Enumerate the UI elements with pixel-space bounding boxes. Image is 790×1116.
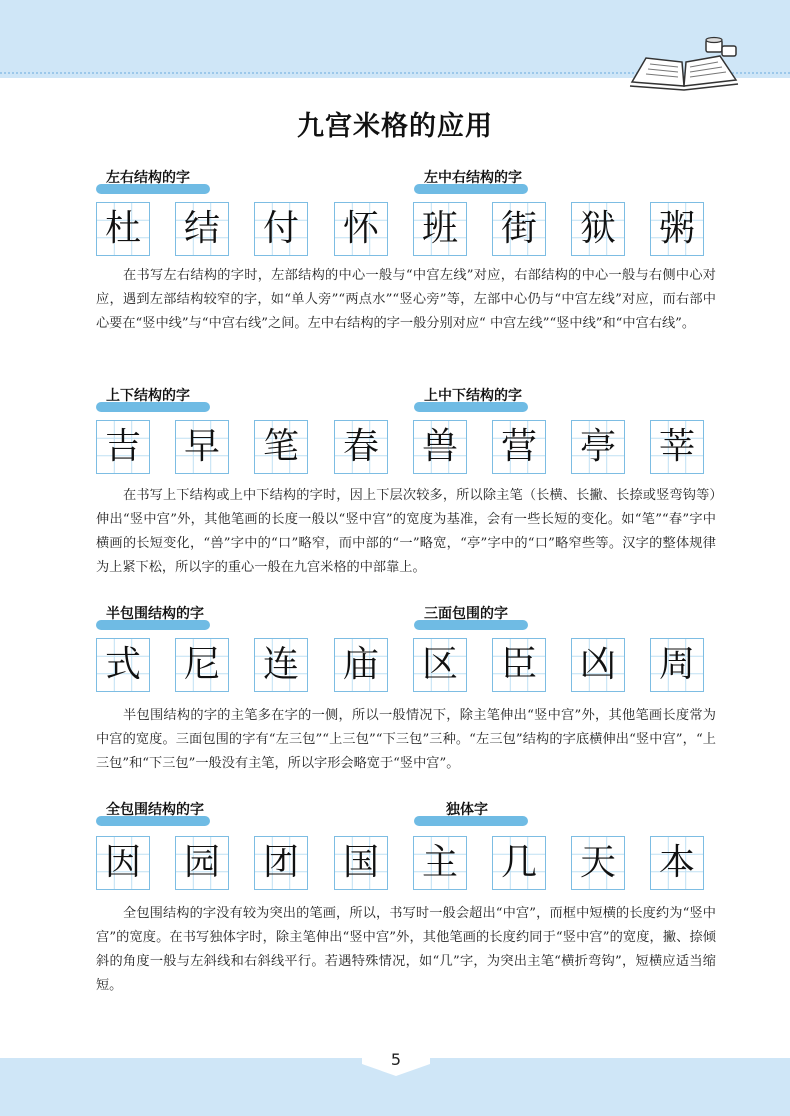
example-char: 付 [262, 208, 299, 249]
char-cell [175, 638, 229, 692]
page-title: 九宫米格的应用 [297, 111, 493, 142]
char-cell [571, 202, 625, 256]
section-label-half-enclosed: 半包围结构的字 [96, 604, 204, 632]
char-grid-row [96, 202, 716, 258]
example-char: 吉 [104, 426, 141, 467]
char-cell [413, 202, 467, 256]
char-cell [175, 420, 229, 474]
paragraph: 在书写左右结构的字时，左部结构的中心一般与“中宫左线”对应，右部结构的中心一般与右侧中心对应，遇到左部结构较窄的字，如“单人旁”“两点水”“竖心旁”等，左部中心仍与“中宫左线”对应，而右部中心要在“竖中线”与“中宫右线”之间。左中右结构的字一般分别对应“ 中宫左线”“竖中线”和“中宫右线”。 [96, 268, 716, 331]
example-char: 杜 [104, 208, 141, 249]
example-char: 营 [500, 426, 537, 467]
example-char: 早 [183, 426, 220, 467]
char-cell [650, 836, 704, 890]
section-label-left-middle-right: 左中右结构的字 [414, 168, 522, 196]
char-cell [492, 420, 546, 474]
section-label-top-middle-bottom: 上中下结构的字 [414, 386, 522, 414]
example-char: 园 [183, 842, 220, 883]
example-char: 笔 [262, 426, 299, 467]
example-char: 结 [183, 208, 220, 249]
example-char: 春 [342, 426, 379, 467]
paragraph: 在书写上下结构或上中下结构的字时，因上下层次较多，所以除主笔（长横、长撇、长捺或竖弯钩等）伸出“竖中宫”外，其他笔画的长度一般以“竖中宫”的宽度为基准，会有一些长短的变化。如“笔”“春”字中横画的长短变化，“兽”字中的“口”略窄，而中部的“一”略宽，“亭”字中的“口”略窄些等。汉字的整体规律为上紧下松，所以字的重心一般在九宫米格的中部靠上。 [96, 488, 716, 575]
section-label-top-bottom: 上下结构的字 [96, 386, 190, 414]
char-cell [492, 836, 546, 890]
char-cell [96, 420, 150, 474]
char-cell [413, 638, 467, 692]
char-grid-row [96, 420, 716, 476]
char-cell [334, 836, 388, 890]
example-char: 尼 [183, 644, 220, 685]
paragraph: 全包围结构的字没有较为突出的笔画，所以，书写时一般会超出“中宫”，而框中短横的长度约为“竖中宫”的宽度。在书写独体字时，除主笔伸出“竖中宫”外，其他笔画的长度约同于“竖中宫”的宽度，撇、捺倾斜的角度一般与左斜线和右斜线平行。若遇特殊情况，如“几”字，为突出主笔“横折弯钩”，短横应适当缩短。 [96, 906, 716, 993]
char-cell [254, 420, 308, 474]
section-label-left-right: 左右结构的字 [96, 168, 190, 196]
char-cell [96, 202, 150, 256]
example-char: 几 [500, 842, 537, 883]
example-char: 式 [104, 644, 141, 685]
char-cell [650, 638, 704, 692]
example-char: 主 [421, 842, 458, 883]
char-cell [571, 420, 625, 474]
example-char: 臣 [500, 644, 537, 685]
char-cell [175, 202, 229, 256]
section-label-fully-enclosed: 全包围结构的字 [96, 800, 204, 828]
char-cell [175, 836, 229, 890]
char-cell [571, 638, 625, 692]
section-label-single-body: 独体字 [414, 800, 488, 828]
char-cell [413, 836, 467, 890]
char-cell [334, 420, 388, 474]
example-char: 班 [421, 208, 458, 249]
char-grid-row [96, 836, 716, 892]
char-cell [492, 638, 546, 692]
page-number: 5 [390, 1050, 402, 1069]
char-cell [334, 638, 388, 692]
paragraph: 半包围结构的字的主笔多在字的一侧，所以一般情况下，除主笔伸出“竖中宫”外，其他笔画长度常为中宫的宽度。三面包围的字有“左三包”“上三包”“下三包”三种。“左三包”结构的字底横伸出“竖中宫”，“上三包”和“下三包”一般没有主笔，所以字形会略宽于“竖中宫”。 [96, 708, 716, 771]
char-cell [492, 202, 546, 256]
char-cell [413, 420, 467, 474]
example-char: 国 [342, 842, 379, 883]
char-cell [254, 836, 308, 890]
section-label-three-sided: 三面包围的字 [414, 604, 508, 632]
example-char: 区 [421, 644, 458, 685]
example-char: 庙 [342, 644, 379, 685]
example-char: 凶 [579, 644, 616, 685]
example-char: 亭 [579, 426, 616, 467]
char-cell [571, 836, 625, 890]
example-char: 兽 [421, 426, 458, 467]
char-cell [96, 638, 150, 692]
char-cell [96, 836, 150, 890]
example-char: 粥 [658, 208, 695, 249]
example-char: 天 [579, 842, 616, 883]
example-char: 街 [500, 208, 537, 249]
example-char: 因 [104, 842, 141, 883]
open-book-icon [628, 36, 740, 92]
example-char: 狱 [579, 208, 616, 249]
char-grid-row [96, 638, 716, 694]
example-char: 连 [262, 644, 299, 685]
example-char: 周 [658, 644, 695, 685]
char-cell [334, 202, 388, 256]
example-char: 怀 [342, 208, 379, 249]
example-char: 本 [658, 842, 695, 883]
example-char: 莘 [658, 426, 695, 467]
char-cell [254, 638, 308, 692]
char-cell [650, 202, 704, 256]
char-cell [254, 202, 308, 256]
char-cell [650, 420, 704, 474]
example-char: 团 [262, 842, 299, 883]
